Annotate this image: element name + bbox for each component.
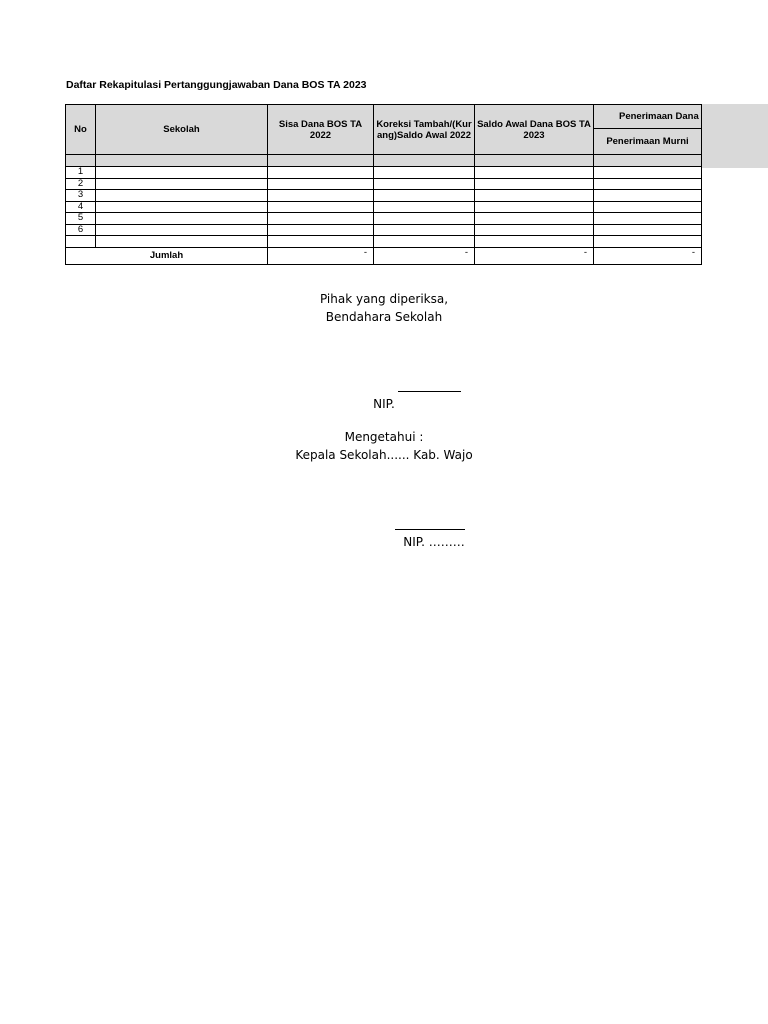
header-saldo-awal: Saldo Awal Dana BOS TA 2023 — [475, 105, 594, 155]
header-spacer-row — [66, 155, 702, 167]
signature-1-line2: Bendahara Sekolah — [325, 310, 443, 324]
total-row — [66, 247, 702, 264]
table-row — [66, 213, 702, 225]
row-number — [66, 236, 96, 248]
header-sisa-dana: Sisa Dana BOS TA 2022 — [268, 105, 374, 155]
row-number: 6 — [66, 224, 96, 236]
total-sisa-dana: - — [268, 247, 374, 264]
row-number: 2 — [66, 178, 96, 190]
table-row — [66, 236, 702, 248]
total-saldo-awal: - — [475, 247, 594, 264]
signature-2-line1: Mengetahui : — [344, 430, 424, 444]
total-label: Jumlah — [66, 247, 268, 264]
table-row — [66, 190, 702, 202]
row-number: 5 — [66, 213, 96, 225]
row-number: 4 — [66, 201, 96, 213]
header-penerimaan-murni: Penerimaan Murni — [594, 129, 702, 155]
header-koreksi: Koreksi Tambah/(Kurang)Saldo Awal 2022 — [374, 105, 475, 155]
table-row — [66, 167, 702, 179]
recap-table — [65, 104, 702, 265]
header-penerimaan-dana: Penerimaan Dana — [594, 105, 702, 129]
signature-1-line — [398, 391, 461, 392]
row-number: 3 — [66, 190, 96, 202]
table-row — [66, 178, 702, 190]
signature-2-nip: NIP. ……… — [403, 535, 465, 549]
total-penerimaan-murni: - — [594, 247, 702, 264]
table-row — [66, 201, 702, 213]
signature-2-line2: Kepala Sekolah...... Kab. Wajo — [295, 448, 473, 462]
header-sekolah: Sekolah — [96, 105, 268, 155]
total-koreksi: - — [374, 247, 475, 264]
table-row — [66, 224, 702, 236]
header-no: No — [66, 105, 96, 155]
overflow-header-fill — [701, 104, 768, 168]
signature-1-nip: NIP. — [373, 397, 395, 411]
signature-1-line1: Pihak yang diperiksa, — [319, 292, 449, 306]
document-title: Daftar Rekapitulasi Pertanggungjawaban Dana BOS TA 2023 — [66, 79, 367, 91]
signature-2-line — [395, 529, 465, 530]
row-number: 1 — [66, 167, 96, 179]
